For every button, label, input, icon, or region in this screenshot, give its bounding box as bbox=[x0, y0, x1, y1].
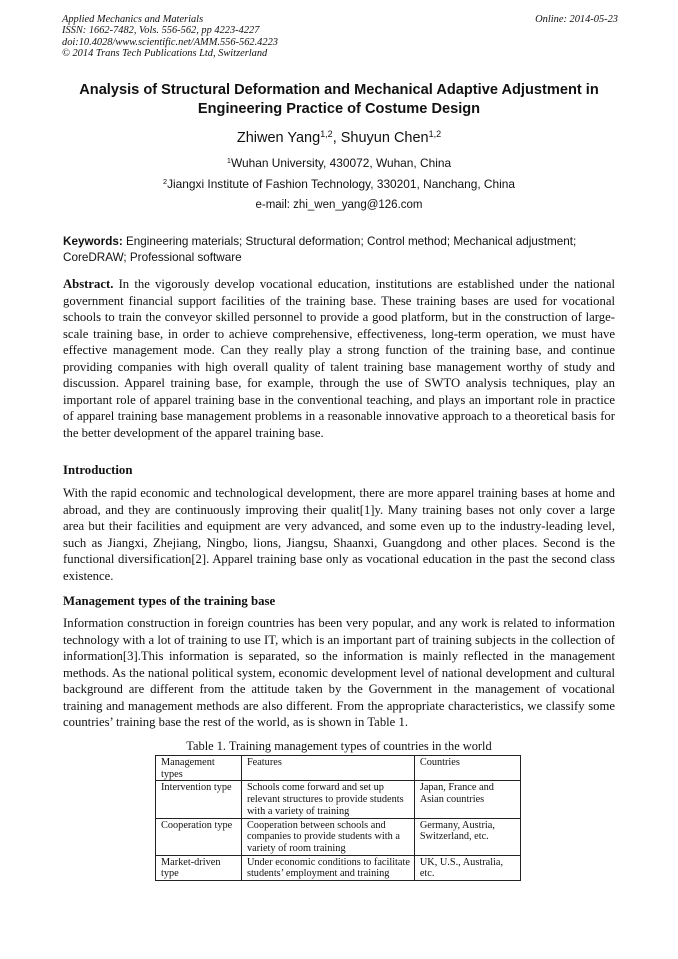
affiliation-1-mark: 1 bbox=[226, 155, 231, 165]
abstract-label: Abstract. bbox=[63, 277, 114, 291]
introduction-heading: Introduction bbox=[63, 463, 133, 477]
journal-name: Applied Mechanics and Materials bbox=[62, 14, 204, 25]
keywords-label: Keywords: bbox=[63, 235, 123, 248]
author-1-name: Zhiwen Yang bbox=[236, 130, 321, 146]
introduction-paragraph: With the rapid economic and technological development, there are more apparel training bases at home and abroad, and they are continuously improving their qualit[1]y. Many training bases not only cover a large area but their facilities and equipment are very advanced, and some even up to the industry-leading level, such as Jiangxi, Zhejiang, Ningbo, lions, Jiangsu, Shaanxi, Guangdong and other places. Second is the functional diversification[2]. Apparel training base only as vocational education in the past the second class existence. bbox=[63, 486, 615, 583]
affiliation-1-text: Wuhan University, 430072, Wuhan, China bbox=[230, 156, 452, 170]
author-1-affiliation-mark: 1,2 bbox=[320, 129, 333, 140]
author-separator: , bbox=[332, 130, 341, 146]
table-1 bbox=[155, 755, 521, 881]
keywords-text: Engineering materials; Structural deformation; Control method; Mechanical adjustment; CoreDRAW; Professional software bbox=[63, 235, 577, 264]
table-cell: Market-driven type bbox=[156, 855, 242, 880]
table-row bbox=[156, 855, 521, 880]
author-2-name: Shuyun Chen bbox=[340, 130, 429, 146]
author-email[interactable]: e-mail: zhi_wen_yang@126.com bbox=[255, 199, 423, 211]
table-cell: Cooperation between schools and companies to provide students with a variety of room training bbox=[241, 818, 414, 855]
table-header-cell: Features bbox=[241, 756, 414, 781]
table-cell: Under economic conditions to facilitate students’ employment and training bbox=[241, 855, 414, 880]
affiliation-2-text: Jiangxi Institute of Fashion Technology, 330201, Nanchang, China bbox=[167, 177, 515, 191]
table-header-row bbox=[156, 756, 521, 781]
table-cell: Japan, France and Asian countries bbox=[414, 781, 520, 818]
table-cell: Germany, Austria, Switzerland, etc. bbox=[414, 818, 520, 855]
copyright-line: © 2014 Trans Tech Publications Ltd, Switzerland bbox=[62, 48, 268, 60]
online-date: Online: 2014-05-23 bbox=[535, 14, 618, 25]
management-types-heading: Management types of the training base bbox=[63, 594, 276, 608]
affiliation-1 bbox=[0, 156, 678, 170]
table-row bbox=[156, 818, 521, 855]
table-header-cell: Countries bbox=[414, 756, 520, 781]
table-header-cell: Management types bbox=[156, 756, 242, 781]
table-cell: Cooperation type bbox=[156, 818, 242, 855]
authors bbox=[0, 130, 678, 146]
table-cell: UK, U.S., Australia, etc. bbox=[414, 855, 520, 880]
keywords bbox=[63, 234, 615, 265]
abstract-text: In the vigorously develop vocational education, institutions are established under the national government financial support facilities of the training base. These training bases are used for vocational schools to train the conveyor skilled personnel to provide a good platform, but in the construction of large-scale training base, in order to achieve comprehensive, effectiveness, long-term operation, we must have effective management mode. Can they really play a strong function of the training base, and continue providing companies with high overall quality of talent training base management worthy of study and discussion. Apparel training base, for example, through the use of SWTO analysis techniques, play an important role of apparel training base in the conventional teaching, and plays an important role in practice of apparel training base management problems in a reasonable innovative approach to a theoretical basis for the better development of the apparel training base. bbox=[63, 277, 615, 440]
table-cell: Schools come forward and set up relevant structures to provide students with a variety of training bbox=[241, 781, 414, 818]
issn-line: ISSN: 1662-7482, Vols. 556-562, pp 4223-4227 bbox=[62, 25, 260, 37]
table-row bbox=[156, 781, 521, 818]
author-2-affiliation-mark: 1,2 bbox=[428, 129, 442, 140]
doi-line[interactable]: doi:10.4028/www.scientific.net/AMM.556-562.4223 bbox=[62, 36, 278, 48]
abstract bbox=[63, 276, 615, 441]
table-1-caption: Table 1. Training management types of countries in the world bbox=[186, 739, 492, 753]
affiliation-2 bbox=[0, 177, 678, 191]
management-types-paragraph: Information construction in foreign countries has been very popular, and any work is related to information technology with a lot of training to use IT, which is an important part of training subjects in the collection of information[3].This information is separated, so the information is mainly reflected in the management methods. As the national political system, economic development level of national development and cultural background are different from the attitude taken by the Government in the management of vocational training and management methods are also different. From the appropriate characteristics, we classify some countries’ training base the rest of the world, as is shown in Table 1. bbox=[63, 616, 615, 729]
journal-header bbox=[62, 14, 618, 60]
table-cell: Intervention type bbox=[156, 781, 242, 818]
affiliation-2-mark: 2 bbox=[162, 176, 168, 186]
paper-title: Analysis of Structural Deformation and Mechanical Adaptive Adjustment in Engineering Practice of Costume Design bbox=[79, 82, 599, 117]
